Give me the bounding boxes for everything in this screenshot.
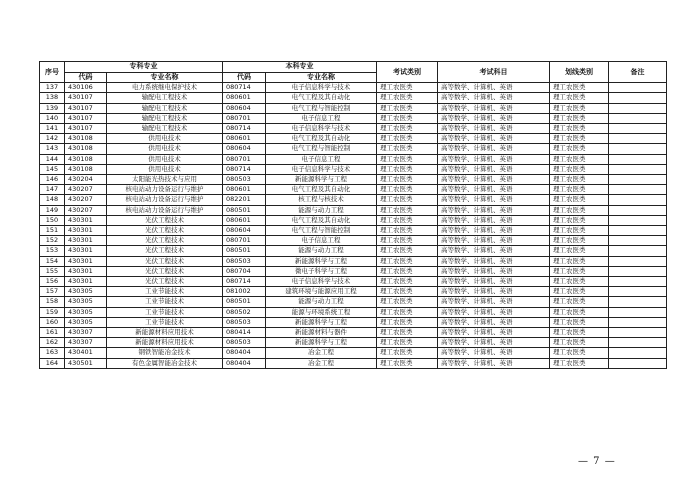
row-vocational-name: 供用电技术 [107, 164, 223, 174]
row-seq: 151 [40, 226, 65, 236]
row-vocational-name: 光伏工程技术 [107, 246, 223, 256]
row-line-category: 理工农医类 [550, 93, 609, 103]
row-undergrad-code: 080503 [223, 175, 266, 185]
row-remarks [609, 358, 667, 368]
row-seq: 155 [40, 266, 65, 276]
row-undergrad-code: 080501 [223, 297, 266, 307]
row-undergrad-code: 080503 [223, 317, 266, 327]
row-remarks [609, 134, 667, 144]
row-seq: 154 [40, 256, 65, 266]
table-row [40, 205, 667, 215]
row-seq: 157 [40, 287, 65, 297]
row-line-category: 理工农医类 [550, 195, 609, 205]
row-exam-category: 理工农医类 [377, 195, 438, 205]
row-vocational-name: 光伏工程技术 [107, 226, 223, 236]
row-exam-category: 理工农医类 [377, 256, 438, 266]
row-exam-subjects: 高等数学、计算机、英语 [438, 328, 550, 338]
row-exam-category: 理工农医类 [377, 103, 438, 113]
table-row [40, 154, 667, 164]
header-line-category: 划线类别 [550, 62, 609, 83]
table-row [40, 103, 667, 113]
row-vocational-code: 430204 [65, 175, 107, 185]
row-exam-category: 理工农医类 [377, 134, 438, 144]
row-line-category: 理工农医类 [550, 103, 609, 113]
table-row [40, 246, 667, 256]
row-undergrad-code: 080704 [223, 266, 266, 276]
row-seq: 143 [40, 144, 65, 154]
row-vocational-name: 工业节能技术 [107, 287, 223, 297]
row-remarks [609, 113, 667, 123]
row-exam-subjects: 高等数学、计算机、英语 [438, 256, 550, 266]
row-undergrad-code: 080701 [223, 113, 266, 123]
table-row [40, 83, 667, 93]
row-exam-subjects: 高等数学、计算机、英语 [438, 93, 550, 103]
row-vocational-name: 光伏工程技术 [107, 277, 223, 287]
row-line-category: 理工农医类 [550, 226, 609, 236]
row-vocational-code: 430108 [65, 154, 107, 164]
row-undergrad-code: 080501 [223, 205, 266, 215]
row-exam-subjects: 高等数学、计算机、英语 [438, 124, 550, 134]
row-vocational-code: 430107 [65, 103, 107, 113]
row-undergrad-name: 电子信息科学与技术 [266, 124, 377, 134]
row-remarks [609, 154, 667, 164]
row-vocational-code: 430301 [65, 256, 107, 266]
table-row [40, 124, 667, 134]
row-vocational-code: 430108 [65, 134, 107, 144]
row-vocational-name: 供用电技术 [107, 134, 223, 144]
table-row [40, 144, 667, 154]
table-row [40, 93, 667, 103]
row-undergrad-code: 080714 [223, 164, 266, 174]
row-vocational-code: 430106 [65, 83, 107, 93]
row-exam-subjects: 高等数学、计算机、英语 [438, 195, 550, 205]
row-seq: 153 [40, 246, 65, 256]
row-exam-category: 理工农医类 [377, 113, 438, 123]
row-exam-subjects: 高等数学、计算机、英语 [438, 287, 550, 297]
row-vocational-name: 新能源材料应用技术 [107, 328, 223, 338]
row-exam-subjects: 高等数学、计算机、英语 [438, 226, 550, 236]
row-vocational-code: 430301 [65, 226, 107, 236]
row-vocational-code: 430301 [65, 266, 107, 276]
page-number: — 7 — [578, 456, 616, 467]
row-exam-category: 理工农医类 [377, 205, 438, 215]
row-exam-subjects: 高等数学、计算机、英语 [438, 348, 550, 358]
row-exam-category: 理工农医类 [377, 185, 438, 195]
row-line-category: 理工农医类 [550, 236, 609, 246]
table-row [40, 358, 667, 368]
header-undergrad-name: 专业名称 [266, 73, 377, 83]
row-exam-subjects: 高等数学、计算机、英语 [438, 154, 550, 164]
table-row [40, 236, 667, 246]
row-remarks [609, 164, 667, 174]
row-line-category: 理工农医类 [550, 266, 609, 276]
header-vocational-name: 专业名称 [107, 73, 223, 83]
row-undergrad-name: 新能源科学与工程 [266, 338, 377, 348]
row-undergrad-code: 080404 [223, 348, 266, 358]
row-vocational-code: 430301 [65, 236, 107, 246]
row-vocational-name: 光伏工程技术 [107, 215, 223, 225]
row-vocational-code: 430301 [65, 246, 107, 256]
header-vocational-code: 代码 [65, 73, 107, 83]
row-remarks [609, 297, 667, 307]
row-seq: 149 [40, 205, 65, 215]
row-vocational-name: 输配电工程技术 [107, 93, 223, 103]
row-vocational-code: 430301 [65, 215, 107, 225]
table-row [40, 134, 667, 144]
row-exam-category: 理工农医类 [377, 124, 438, 134]
row-vocational-name: 光伏工程技术 [107, 256, 223, 266]
row-line-category: 理工农医类 [550, 154, 609, 164]
row-vocational-name: 供用电技术 [107, 154, 223, 164]
row-line-category: 理工农医类 [550, 164, 609, 174]
row-undergrad-code: 080714 [223, 83, 266, 93]
row-exam-category: 理工农医类 [377, 277, 438, 287]
row-seq: 141 [40, 124, 65, 134]
row-exam-subjects: 高等数学、计算机、英语 [438, 338, 550, 348]
row-exam-category: 理工农医类 [377, 358, 438, 368]
table-row [40, 175, 667, 185]
row-line-category: 理工农医类 [550, 113, 609, 123]
row-line-category: 理工农医类 [550, 317, 609, 327]
row-undergrad-name: 能源与动力工程 [266, 297, 377, 307]
row-vocational-name: 电力系统继电保护技术 [107, 83, 223, 93]
table-row [40, 287, 667, 297]
row-exam-subjects: 高等数学、计算机、英语 [438, 113, 550, 123]
row-undergrad-name: 电子信息工程 [266, 154, 377, 164]
row-remarks [609, 328, 667, 338]
table-row [40, 348, 667, 358]
row-undergrad-name: 新能源科学与工程 [266, 175, 377, 185]
row-exam-category: 理工农医类 [377, 215, 438, 225]
row-exam-category: 理工农医类 [377, 246, 438, 256]
row-seq: 163 [40, 348, 65, 358]
row-exam-category: 理工农医类 [377, 93, 438, 103]
row-exam-subjects: 高等数学、计算机、英语 [438, 277, 550, 287]
row-exam-category: 理工农医类 [377, 287, 438, 297]
row-seq: 162 [40, 338, 65, 348]
row-undergrad-code: 080604 [223, 103, 266, 113]
row-vocational-code: 430307 [65, 338, 107, 348]
row-exam-category: 理工农医类 [377, 144, 438, 154]
row-undergrad-code: 081002 [223, 287, 266, 297]
row-undergrad-code: 080502 [223, 307, 266, 317]
row-vocational-code: 430401 [65, 348, 107, 358]
row-undergrad-name: 电子信息工程 [266, 113, 377, 123]
row-exam-category: 理工农医类 [377, 226, 438, 236]
row-vocational-name: 输配电工程技术 [107, 113, 223, 123]
row-vocational-name: 输配电工程技术 [107, 124, 223, 134]
row-remarks [609, 103, 667, 113]
row-line-category: 理工农医类 [550, 348, 609, 358]
row-vocational-name: 核电站动力设备运行与维护 [107, 195, 223, 205]
header-seq: 序号 [40, 62, 65, 83]
row-exam-category: 理工农医类 [377, 297, 438, 307]
row-line-category: 理工农医类 [550, 287, 609, 297]
row-vocational-name: 供用电技术 [107, 144, 223, 154]
row-undergrad-code: 080404 [223, 358, 266, 368]
table-header [40, 62, 667, 83]
row-undergrad-name: 电气工程与智能控制 [266, 103, 377, 113]
row-exam-subjects: 高等数学、计算机、英语 [438, 185, 550, 195]
row-vocational-code: 430207 [65, 205, 107, 215]
header-exam-category: 考试类别 [377, 62, 438, 83]
row-undergrad-name: 冶金工程 [266, 348, 377, 358]
row-seq: 139 [40, 103, 65, 113]
row-exam-subjects: 高等数学、计算机、英语 [438, 83, 550, 93]
row-seq: 147 [40, 185, 65, 195]
row-vocational-code: 430107 [65, 124, 107, 134]
table-row [40, 277, 667, 287]
row-undergrad-name: 电子信息科学与技术 [266, 277, 377, 287]
row-remarks [609, 348, 667, 358]
row-remarks [609, 83, 667, 93]
header-remarks: 备注 [609, 62, 667, 83]
row-vocational-name: 光伏工程技术 [107, 266, 223, 276]
row-undergrad-code: 080503 [223, 338, 266, 348]
row-exam-category: 理工农医类 [377, 307, 438, 317]
row-seq: 158 [40, 297, 65, 307]
row-undergrad-name: 冶金工程 [266, 358, 377, 368]
row-line-category: 理工农医类 [550, 144, 609, 154]
row-seq: 156 [40, 277, 65, 287]
row-undergrad-name: 电子信息工程 [266, 236, 377, 246]
table-row [40, 297, 667, 307]
row-exam-subjects: 高等数学、计算机、英语 [438, 205, 550, 215]
row-exam-subjects: 高等数学、计算机、英语 [438, 144, 550, 154]
row-undergrad-code: 080503 [223, 256, 266, 266]
row-vocational-code: 430305 [65, 307, 107, 317]
row-seq: 146 [40, 175, 65, 185]
row-seq: 145 [40, 164, 65, 174]
row-vocational-code: 430301 [65, 277, 107, 287]
row-seq: 137 [40, 83, 65, 93]
row-vocational-name: 核电站动力设备运行与维护 [107, 185, 223, 195]
row-undergrad-name: 电气工程及其自动化 [266, 215, 377, 225]
row-undergrad-name: 电子信息科学与技术 [266, 83, 377, 93]
row-exam-category: 理工农医类 [377, 266, 438, 276]
row-undergrad-name: 核工程与核技术 [266, 195, 377, 205]
table-row [40, 195, 667, 205]
header-exam-subjects: 考试科目 [438, 62, 550, 83]
row-remarks [609, 226, 667, 236]
row-exam-subjects: 高等数学、计算机、英语 [438, 307, 550, 317]
row-remarks [609, 266, 667, 276]
row-vocational-name: 工业节能技术 [107, 307, 223, 317]
row-remarks [609, 246, 667, 256]
row-line-category: 理工农医类 [550, 175, 609, 185]
row-exam-subjects: 高等数学、计算机、英语 [438, 134, 550, 144]
row-seq: 159 [40, 307, 65, 317]
table-row [40, 328, 667, 338]
row-remarks [609, 287, 667, 297]
row-exam-subjects: 高等数学、计算机、英语 [438, 236, 550, 246]
row-vocational-name: 核电站动力设备运行与维护 [107, 205, 223, 215]
row-exam-category: 理工农医类 [377, 164, 438, 174]
row-vocational-name: 有色金属智能冶金技术 [107, 358, 223, 368]
row-line-category: 理工农医类 [550, 124, 609, 134]
row-seq: 160 [40, 317, 65, 327]
row-undergrad-code: 080714 [223, 124, 266, 134]
row-exam-category: 理工农医类 [377, 338, 438, 348]
row-remarks [609, 175, 667, 185]
row-line-category: 理工农医类 [550, 83, 609, 93]
row-remarks [609, 307, 667, 317]
row-undergrad-code: 080701 [223, 154, 266, 164]
row-remarks [609, 195, 667, 205]
row-vocational-name: 工业节能技术 [107, 297, 223, 307]
header-vocational-major: 专科专业 [65, 62, 223, 73]
row-vocational-name: 工业节能技术 [107, 317, 223, 327]
row-vocational-name: 新能源材料应用技术 [107, 338, 223, 348]
row-undergrad-name: 电气工程及其自动化 [266, 185, 377, 195]
row-undergrad-code: 080601 [223, 93, 266, 103]
row-remarks [609, 236, 667, 246]
row-vocational-code: 430501 [65, 358, 107, 368]
row-undergrad-name: 电气工程及其自动化 [266, 134, 377, 144]
row-remarks [609, 256, 667, 266]
row-undergrad-code: 080601 [223, 134, 266, 144]
row-seq: 161 [40, 328, 65, 338]
table-body [40, 83, 667, 369]
row-seq: 140 [40, 113, 65, 123]
row-line-category: 理工农医类 [550, 185, 609, 195]
row-vocational-name: 钢铁智能冶金技术 [107, 348, 223, 358]
row-exam-subjects: 高等数学、计算机、英语 [438, 215, 550, 225]
row-line-category: 理工农医类 [550, 134, 609, 144]
row-seq: 144 [40, 154, 65, 164]
row-remarks [609, 185, 667, 195]
table-row [40, 164, 667, 174]
row-exam-category: 理工农医类 [377, 175, 438, 185]
row-exam-category: 理工农医类 [377, 317, 438, 327]
row-undergrad-code: 080601 [223, 185, 266, 195]
row-undergrad-name: 电气工程及其自动化 [266, 93, 377, 103]
table-row [40, 266, 667, 276]
row-undergrad-name: 微电子科学与工程 [266, 266, 377, 276]
header-undergrad-code: 代码 [223, 73, 266, 83]
row-exam-category: 理工农医类 [377, 154, 438, 164]
row-remarks [609, 215, 667, 225]
row-line-category: 理工农医类 [550, 338, 609, 348]
row-undergrad-name: 能源与动力工程 [266, 205, 377, 215]
header-undergrad-major: 本科专业 [223, 62, 377, 73]
row-exam-subjects: 高等数学、计算机、英语 [438, 317, 550, 327]
row-undergrad-code: 080501 [223, 246, 266, 256]
table-row [40, 113, 667, 123]
row-undergrad-name: 新能源科学与工程 [266, 317, 377, 327]
table-row [40, 226, 667, 236]
row-seq: 152 [40, 236, 65, 246]
row-seq: 164 [40, 358, 65, 368]
row-vocational-name: 输配电工程技术 [107, 103, 223, 113]
row-exam-subjects: 高等数学、计算机、英语 [438, 103, 550, 113]
row-undergrad-name: 能源与动力工程 [266, 246, 377, 256]
row-exam-subjects: 高等数学、计算机、英语 [438, 164, 550, 174]
row-undergrad-code: 080414 [223, 328, 266, 338]
row-exam-subjects: 高等数学、计算机、英语 [438, 175, 550, 185]
row-line-category: 理工农医类 [550, 297, 609, 307]
row-exam-subjects: 高等数学、计算机、英语 [438, 358, 550, 368]
row-vocational-code: 430305 [65, 287, 107, 297]
row-remarks [609, 277, 667, 287]
row-remarks [609, 93, 667, 103]
row-remarks [609, 338, 667, 348]
row-line-category: 理工农医类 [550, 277, 609, 287]
row-line-category: 理工农医类 [550, 358, 609, 368]
row-exam-category: 理工农医类 [377, 348, 438, 358]
row-vocational-code: 430107 [65, 113, 107, 123]
row-undergrad-code: 082201 [223, 195, 266, 205]
table-row [40, 307, 667, 317]
row-line-category: 理工农医类 [550, 307, 609, 317]
table-row [40, 317, 667, 327]
row-line-category: 理工农医类 [550, 328, 609, 338]
row-line-category: 理工农医类 [550, 205, 609, 215]
row-remarks [609, 205, 667, 215]
row-undergrad-name: 能源与环境系统工程 [266, 307, 377, 317]
row-seq: 150 [40, 215, 65, 225]
row-seq: 148 [40, 195, 65, 205]
row-vocational-name: 太阳能光热技术与应用 [107, 175, 223, 185]
row-seq: 138 [40, 93, 65, 103]
row-seq: 142 [40, 134, 65, 144]
row-undergrad-code: 080714 [223, 277, 266, 287]
row-vocational-code: 430108 [65, 144, 107, 154]
table-row [40, 215, 667, 225]
row-exam-category: 理工农医类 [377, 328, 438, 338]
row-vocational-name: 光伏工程技术 [107, 236, 223, 246]
row-undergrad-name: 建筑环境与能源应用工程 [266, 287, 377, 297]
row-vocational-code: 430307 [65, 328, 107, 338]
row-vocational-code: 430207 [65, 185, 107, 195]
row-vocational-code: 430108 [65, 164, 107, 174]
row-line-category: 理工农医类 [550, 215, 609, 225]
row-undergrad-name: 新能源材料与器件 [266, 328, 377, 338]
row-remarks [609, 124, 667, 134]
row-undergrad-name: 电子信息科学与技术 [266, 164, 377, 174]
row-undergrad-name: 电气工程与智能控制 [266, 144, 377, 154]
admissions-major-table [39, 61, 667, 369]
row-vocational-code: 430305 [65, 297, 107, 307]
row-undergrad-code: 080604 [223, 226, 266, 236]
table-row [40, 256, 667, 266]
row-line-category: 理工农医类 [550, 256, 609, 266]
row-vocational-code: 430107 [65, 93, 107, 103]
row-undergrad-code: 080701 [223, 236, 266, 246]
row-vocational-code: 430305 [65, 317, 107, 327]
row-line-category: 理工农医类 [550, 246, 609, 256]
row-exam-category: 理工农医类 [377, 236, 438, 246]
table-row [40, 338, 667, 348]
row-remarks [609, 144, 667, 154]
row-undergrad-name: 新能源科学与工程 [266, 256, 377, 266]
row-vocational-code: 430207 [65, 195, 107, 205]
row-exam-subjects: 高等数学、计算机、英语 [438, 266, 550, 276]
row-exam-category: 理工农医类 [377, 83, 438, 93]
row-undergrad-code: 080604 [223, 144, 266, 154]
table-row [40, 185, 667, 195]
row-exam-subjects: 高等数学、计算机、英语 [438, 246, 550, 256]
row-undergrad-name: 电气工程与智能控制 [266, 226, 377, 236]
row-remarks [609, 317, 667, 327]
row-undergrad-code: 080601 [223, 215, 266, 225]
row-exam-subjects: 高等数学、计算机、英语 [438, 297, 550, 307]
